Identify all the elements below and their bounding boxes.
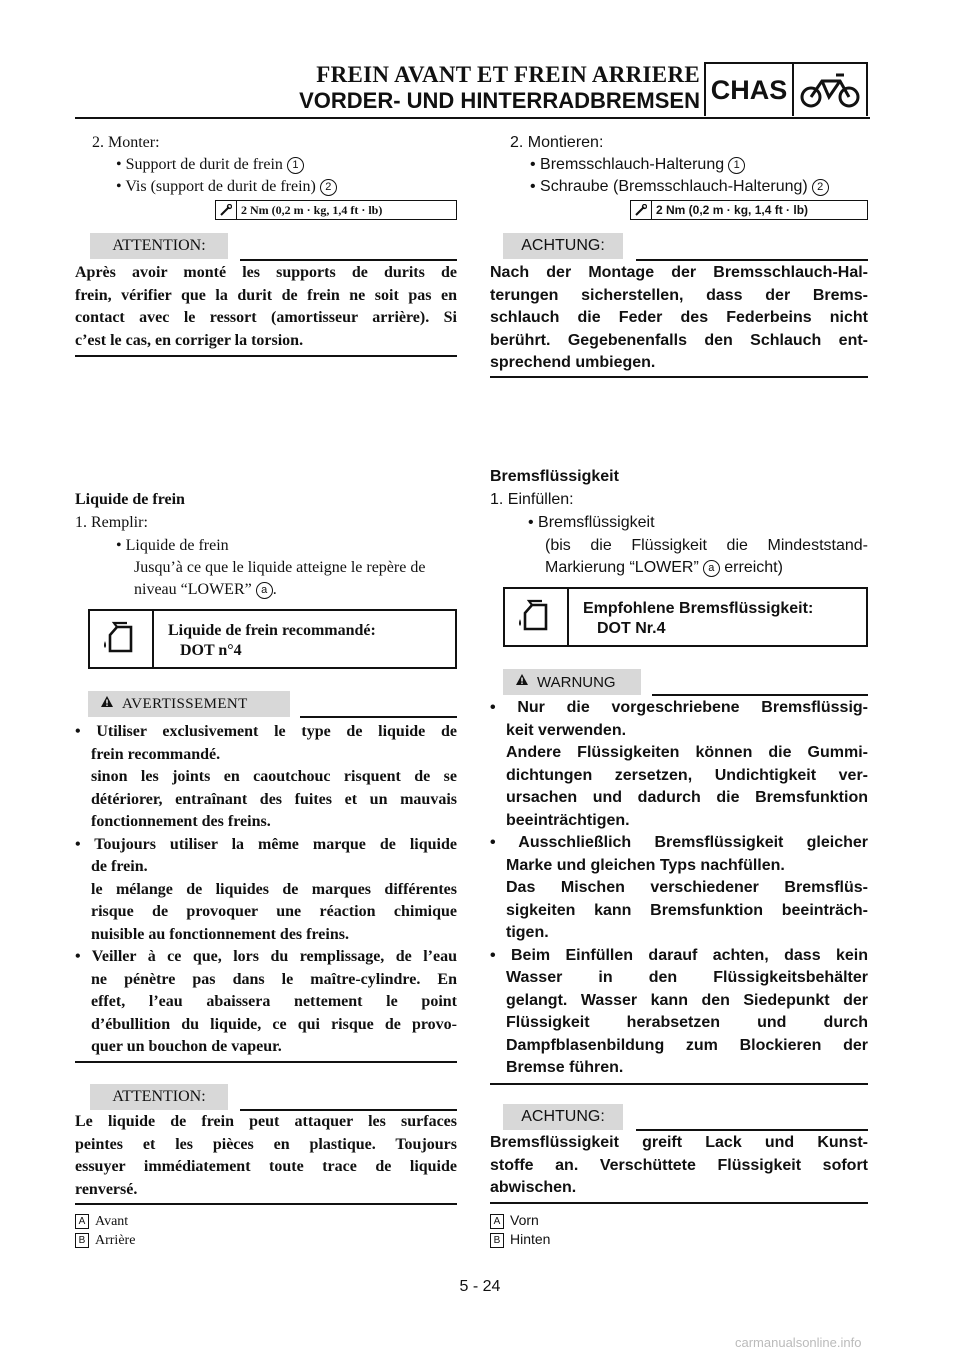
de-attention-text: Nach der Montage der Bremsschlauch-Hal- terungen sicherstellen, dass der Brems- schlauch die Feder des Federbeins nicht berührt. Gegebenenfalls den Schlauch ent- sprechend umbiegen. [490, 264, 868, 371]
torque-value: 2 Nm (0,2 m · kg, 1,4 ft · lb) [656, 203, 809, 217]
fr-spec-box [88, 609, 457, 669]
legend-item: B Arrière [75, 1231, 135, 1250]
fr-attention2-banner: ATTENTION: [90, 1084, 228, 1110]
rule [490, 376, 868, 378]
fr-attention2-text: Le liquide de frein peut attaquer les surfaces peintes et les pièces en plastique. Toujours essuyer immédiatement toute trace de liquide renversé. [75, 1113, 457, 1198]
fr-warning-banner: AVERTISSEMENT [88, 691, 290, 717]
banner-line [300, 716, 457, 718]
fr-fill-item: • Liquide de frein [116, 537, 229, 554]
rule [75, 1061, 457, 1063]
fr-fluid-title: Liquide de frein [75, 491, 185, 508]
banner-line [240, 259, 457, 261]
de-legend [490, 1211, 550, 1249]
de-warning-text: • Nur die vorgeschriebene Bremsflüssig- keit verwenden. Andere Flüssigkeiten können die Gummi- dichtungen zersetzen, Undichtigkeit ver- ursachen und dadurch die Bremsfunktion beeinträchtigen. • Ausschließlich Bremsflüssigkeit gleicher Marke und gleichen Typs nachfüllen. Das Mischen verschiedener Bremsflüs- sigkeiten kann Bremsfunktion beeinträch- tigen. • Beim Einfüllen darauf achten, dass kein Wasser in den Flüssigkeitsbehälter gelangt. Wasser kann den Siedepunkt der Flüssigkeit herabsetzen und durch Dampfblasenbildung zum Blockieren der Bremse führen. [490, 699, 868, 1076]
warning-triangle-icon [100, 695, 114, 713]
torque-wrench-icon [216, 201, 237, 219]
rule [490, 1202, 868, 1204]
fr-spec-value: DOT n°4 [180, 642, 242, 659]
fr-fill-note-1: Jusqu’à ce que le liquide atteigne le repère de [134, 559, 426, 576]
warning-triangle-icon [515, 673, 529, 691]
de-fill-step: 1. Einfüllen: [490, 491, 574, 508]
rule [75, 355, 457, 357]
torque-value: 2 Nm (0,2 m · kg, 1,4 ft · lb) [241, 202, 383, 217]
banner-line [652, 694, 868, 696]
legend-item: A Avant [75, 1212, 135, 1231]
fr-spec-label: Liquide de frein recommandé: [168, 622, 376, 639]
de-spec-value: DOT Nr.4 [597, 620, 666, 637]
fr-fill-note-2: niveau “LOWER” a . [134, 581, 277, 598]
de-fill-item: • Bremsflüssigkeit [528, 514, 655, 531]
watermark: carmanualsonline.info [735, 1335, 862, 1350]
header-rule [75, 117, 870, 119]
torque-wrench-icon [631, 201, 652, 219]
fr-warning-text: • Utiliser exclusivement le type de liquide de frein recommandé. sinon les joints en caoutchouc risquent de se détériorer, entraînant des fuites et un mauvais fonctionnement des freins. • Toujours utiliser la même marque de liquide de frein. le mélange de liquides de marques différentes risque de provoquer une réaction chimique nuisible au fonctionnement des freins. • Veiller à ce que, lors du remplissage, de l’eau ne pénètre pas dans le maître-cylindre. En effet, l’eau abaissera nettement le point d’ébullition du liquide, ce qui risque de provo- quer un bouchon de vapeur. [75, 723, 457, 1055]
legend-item: B Hinten [490, 1230, 550, 1249]
brake-fluid-can-icon [505, 589, 569, 645]
section-tag [704, 62, 868, 116]
section-tag-label: CHAS [706, 64, 794, 116]
ref-marker-2: 2 [812, 179, 829, 196]
fr-install-step: 2. Monter: [92, 134, 160, 151]
de-spec-label: Empfohlene Bremsflüssigkeit: [583, 600, 814, 617]
de-warning-banner: WARNUNG [503, 669, 641, 695]
de-fill-note-1: (bis die Flüssigkeit die Mindeststand- [545, 537, 868, 554]
fr-attention-text: Après avoir monté les supports de durits de frein, vérifier que la durit de frein ne soit pas en contact avec le ressort (amortisseur arrière). Si c’est le cas, en corriger la torsion. [75, 264, 457, 349]
rule [490, 1083, 868, 1085]
banner-line [636, 1129, 868, 1131]
ref-marker-2: 2 [320, 179, 337, 196]
de-attention-banner: ACHTUNG: [503, 233, 623, 259]
fr-legend [75, 1212, 135, 1250]
page-number: 5 - 24 [459, 1278, 501, 1295]
de-fluid-title: Bremsflüssigkeit [490, 468, 619, 485]
fr-install-item-2: • Vis (support de durit de frein) 2 [116, 176, 337, 199]
de-spec-box [503, 587, 868, 647]
de-install-item-1: • Bremsschlauch-Halterung 1 [530, 154, 745, 177]
ref-marker-1: 1 [287, 157, 304, 174]
fr-torque-spec [215, 200, 457, 220]
fr-fill-step: 1. Remplir: [75, 514, 148, 531]
de-fill-note-2: Markierung “LOWER” a erreicht) [545, 559, 783, 576]
de-attention2-text: Bremsflüssigkeit greift Lack und Kunst- stoffe an. Verschüttete Flüssigkeit sofort abwischen. [490, 1134, 868, 1196]
de-torque-spec [630, 200, 868, 220]
motorcycle-icon [794, 64, 866, 116]
de-install-step: 2. Montieren: [510, 134, 604, 151]
ref-marker-a: a [256, 582, 273, 599]
rule [75, 1203, 457, 1205]
legend-item: A Vorn [490, 1211, 550, 1230]
header-title-de: VORDER- UND HINTERRADBREMSEN [299, 88, 700, 113]
ref-marker-1: 1 [728, 157, 745, 174]
fr-install-item-1: • Support de durit de frein 1 [116, 154, 304, 177]
header-title-fr: FREIN AVANT ET FREIN ARRIERE [316, 62, 700, 87]
brake-fluid-can-icon [90, 611, 154, 667]
de-attention2-banner: ACHTUNG: [503, 1104, 623, 1130]
de-install-item-2: • Schraube (Bremsschlauch-Halterung) 2 [530, 176, 829, 199]
banner-line [636, 259, 868, 261]
fr-attention-banner: ATTENTION: [90, 233, 228, 259]
ref-marker-a: a [703, 560, 720, 577]
page-header [290, 62, 700, 114]
